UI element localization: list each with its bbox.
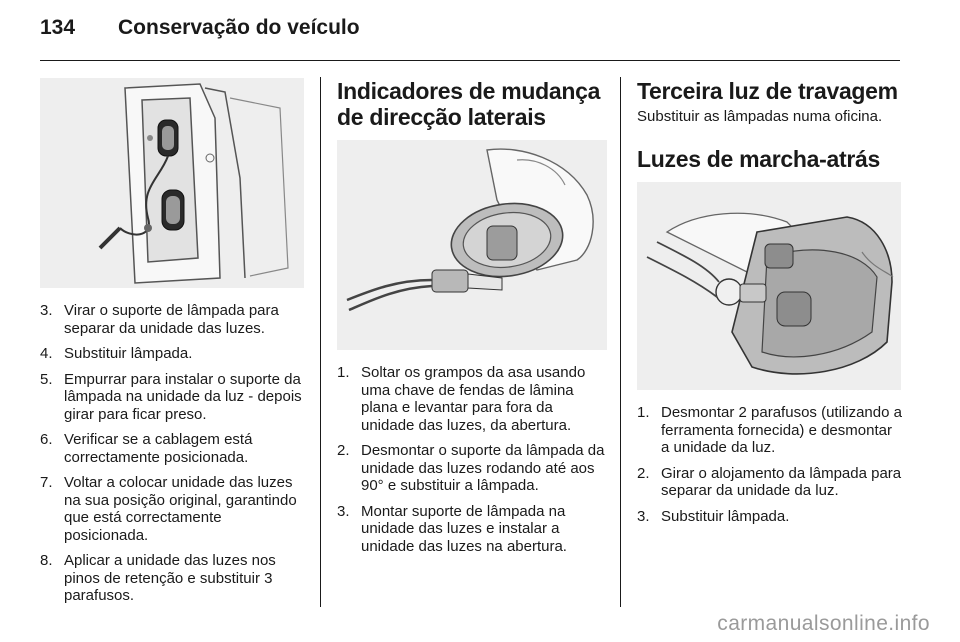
- list-item: 4. Substituir lâmpada.: [40, 345, 193, 362]
- list-item: 2. Desmontar o suporte da lâmpada da unidade das luzes rodando até aos 90° e substituir a lâmpada.: [337, 442, 605, 494]
- rear-light-bulb-holder-illustration: [40, 78, 304, 288]
- steps-list: [637, 404, 903, 525]
- section-heading-third-brake-light: Terceira luz de travagem: [637, 78, 898, 104]
- watermark: carmanualsonline.info: [717, 612, 930, 635]
- section-heading-reversing-lights: Luzes de marcha-atrás: [637, 146, 880, 172]
- list-item: 8. Aplicar a unidade das luzes nos pinos de retenção e substituir 3 parafusos.: [40, 552, 276, 604]
- list-item: 3. Virar o suporte de lâmpada para separar da unidade das luzes.: [40, 302, 279, 337]
- steps-list: [40, 302, 304, 605]
- list-item: 1. Soltar os grampos da asa usando uma chave de fendas de lâmina plana e levantar para fora da unidade das luzes, da abertura.: [337, 364, 586, 434]
- column-3: [637, 78, 903, 533]
- list-item: 5. Empurrar para instalar o suporte da lâmpada na unidade da luz - depois girar para ficar preso.: [40, 370, 302, 423]
- reversing-light-bulb-illustration: [637, 182, 901, 390]
- side-indicator-bulb-illustration: [337, 140, 607, 350]
- page-number: 134: [40, 16, 76, 39]
- column-divider-2: [620, 77, 621, 607]
- steps-list: [337, 364, 607, 555]
- list-item: 7. Voltar a colocar unidade das luzes na sua posição original, garantindo que está correctamente posicionada.: [40, 474, 297, 544]
- section-heading-side-indicators: Indicadores de mudança de direcção laterais: [337, 78, 601, 130]
- column-1: [40, 78, 304, 613]
- list-item: 3. Substituir lâmpada.: [637, 507, 790, 525]
- column-divider-1: [320, 77, 321, 607]
- list-item: 1. Desmontar 2 parafusos (utilizando a ferramenta fornecida) e desmontar a unidade da luz.: [637, 404, 902, 456]
- third-brake-light-note: Substituir as lâmpadas numa oficina.: [637, 108, 883, 125]
- list-item: 3. Montar suporte de lâmpada na unidade das luzes e instalar a unidade das luzes na abertura.: [337, 502, 567, 555]
- column-2: [337, 78, 607, 563]
- header-rule: [40, 60, 900, 61]
- page-title: Conservação do veículo: [118, 16, 360, 39]
- list-item: 6. Verificar se a cablagem está correctamente posicionada.: [40, 431, 253, 466]
- list-item: 2. Girar o alojamento da lâmpada para separar da unidade da luz.: [637, 464, 902, 499]
